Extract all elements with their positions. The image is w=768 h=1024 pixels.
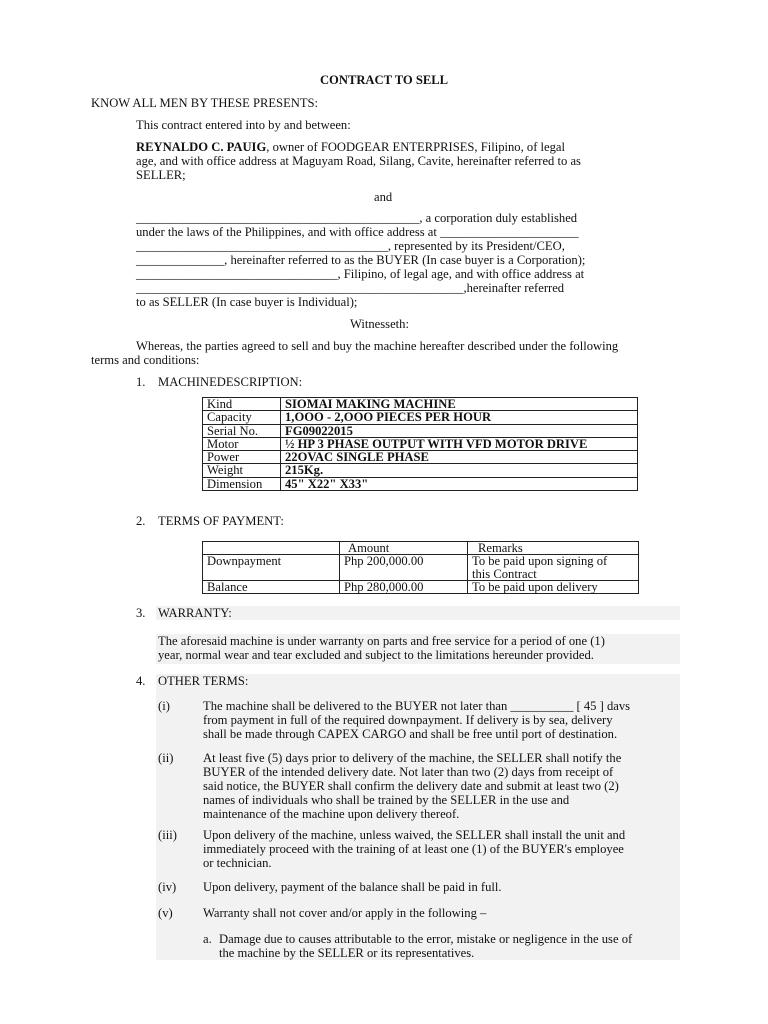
entered-text: This contract entered into by and between:: [136, 118, 351, 132]
term-text: [203, 751, 621, 821]
term-text: [203, 906, 486, 920]
term-line: Warranty shall not cover and/or apply in the following –: [203, 906, 487, 920]
term-line: Upon delivery of the machine, unless waived, the SELLER shall install the unit and: [203, 828, 626, 842]
payment-table: [202, 541, 639, 594]
term-line: said notice, the BUYER shall confirm the delivery date and submit at least two (2): [203, 779, 619, 793]
seller-paragraph: [136, 140, 581, 182]
term-line: At least five (5) days prior to delivery of the machine, the SELLER shall notify the: [203, 751, 622, 765]
table-header: [203, 542, 340, 555]
buyer-line: under the laws of the Philippines, and with office address at ______________________: [136, 225, 579, 239]
term-text: [203, 828, 625, 870]
table-cell: To be paid upon delivery: [468, 580, 639, 593]
table-cell: [468, 555, 639, 581]
spec-label: Weight: [203, 464, 281, 477]
table-header: Remarks: [468, 542, 639, 555]
term-line: the machine by the SELLER or its representatives.: [219, 946, 475, 960]
whereas-line: Whereas, the parties agreed to sell and buy the machine hereafter described under the following: [136, 339, 619, 353]
spec-label: Dimension: [203, 477, 281, 490]
spec-value: 45" X22" X33": [281, 477, 638, 490]
term-text: [203, 699, 630, 741]
section-heading: WARRANTY:: [158, 606, 232, 620]
term-line: names of individuals who shall be trained by the SELLER in the use and: [203, 793, 570, 807]
buyer-line: ____________________________________________________,hereinafter referred: [136, 281, 565, 295]
warranty-line: year, normal wear and tear excluded and subject to the limitations hereunder provided.: [158, 648, 594, 662]
section-number: 2.: [136, 514, 146, 528]
intro-text: KNOW ALL MEN BY THESE PRESENTS:: [91, 96, 319, 110]
table-cell: Php 200,000.00: [340, 555, 468, 581]
table-row: [203, 580, 639, 593]
term-line: maintenance of the machine upon delivery thereof.: [203, 807, 460, 821]
machine-description-table: [202, 397, 638, 491]
table-row: [203, 411, 638, 424]
term-line: or technician.: [203, 856, 272, 870]
warranty-paragraph: [158, 634, 605, 662]
term-line: immediately proceed with the training of at least one (1) of the BUYER's employee: [203, 842, 624, 856]
term-number: (i): [158, 699, 170, 713]
section-heading: TERMS OF PAYMENT:: [158, 514, 284, 528]
section-heading: MACHINEDESCRIPTION:: [158, 375, 303, 389]
spec-value: 1,OOO - 2,OOO PIECES PER HOUR: [281, 411, 638, 424]
term-number: (v): [158, 906, 173, 920]
table-row: [203, 398, 638, 411]
seller-line: SELLER;: [136, 168, 186, 182]
warranty-line: The aforesaid machine is under warranty on parts and free service for a period of one (1): [158, 634, 605, 648]
table-cell: Downpayment: [203, 555, 340, 581]
buyer-line: _____________________________________________, a corporation duly established: [136, 211, 578, 225]
section-number: 4.: [136, 674, 146, 688]
term-number: (iv): [158, 880, 177, 894]
remark-line: To be paid upon signing of: [472, 554, 608, 569]
spec-value: SIOMAI MAKING MACHINE: [281, 398, 638, 411]
table-header: Amount: [340, 542, 468, 555]
spec-value: FG09022015: [281, 424, 638, 437]
term-line: Damage due to causes attributable to the error, mistake or negligence in the use of: [219, 932, 633, 946]
table-row: [203, 451, 638, 464]
table-row: [203, 555, 639, 581]
term-text: [203, 880, 502, 894]
term-line: BUYER of the intended delivery date. Not later than two (2) days from receipt of: [203, 765, 614, 779]
table-cell: Php 280,000.00: [340, 580, 468, 593]
term-line: The machine shall be delivered to the BUYER not later than __________ [ 45 ] davs: [203, 699, 631, 713]
seller-name: REYNALDO C. PAUIG: [136, 140, 267, 154]
term-number: (ii): [158, 751, 174, 765]
table-row: [203, 477, 638, 490]
spec-label: Capacity: [203, 411, 281, 424]
buyer-paragraph: [136, 211, 585, 309]
term-line: shall be made through CAPEX CARGO and shall be free until port of destination.: [203, 727, 618, 741]
whereas-paragraph: [91, 339, 618, 367]
table-row: [203, 437, 638, 450]
spec-value: ½ HP 3 PHASE OUTPUT WITH VFD MOTOR DRIVE: [281, 437, 638, 450]
witnesseth-text: Witnesseth:: [350, 317, 409, 331]
section-number: 1.: [136, 375, 146, 389]
section-heading: OTHER TERMS:: [158, 674, 249, 688]
buyer-line: ______________, hereinafter referred to as the BUYER (In case buyer is a Corporation);: [136, 253, 586, 267]
buyer-line: ________________________________, Filipino, of legal age, and with office address at: [136, 267, 585, 281]
seller-line: age, and with office address at Maguyam Road, Silang, Cavite, hereinafter referred to as: [136, 154, 581, 168]
document-title: CONTRACT TO SELL: [319, 73, 449, 87]
buyer-line: ________________________________________, represented by its President/CEO,: [136, 239, 565, 253]
spec-label: Kind: [203, 398, 281, 411]
term-number: a.: [203, 932, 212, 946]
term-number: (iii): [158, 828, 177, 842]
remark-line: this Contract: [472, 566, 537, 581]
term-line: Upon delivery, payment of the balance shall be paid in full.: [203, 880, 502, 894]
spec-value: 215Kg.: [281, 464, 638, 477]
spec-value: 22OVAC SINGLE PHASE: [281, 451, 638, 464]
buyer-line: to as SELLER (In case buyer is Individual);: [136, 295, 358, 309]
table-row: [203, 542, 639, 555]
table-row: [203, 424, 638, 437]
term-text: [219, 932, 632, 960]
table-cell: Balance: [203, 580, 340, 593]
spec-label: Serial No.: [203, 424, 281, 437]
and-text: and: [374, 190, 393, 204]
spec-label: Motor: [203, 437, 281, 450]
term-line: from payment in full of the required downpayment. If delivery is by sea, delivery: [203, 713, 613, 727]
whereas-line: terms and conditions:: [91, 353, 200, 367]
seller-line: , owner of FOODGEAR ENTERPRISES, Filipino, of legal: [266, 140, 566, 154]
highlight-band: [156, 606, 680, 620]
spec-label: Power: [203, 451, 281, 464]
table-row: [203, 464, 638, 477]
section-number: 3.: [136, 606, 146, 620]
